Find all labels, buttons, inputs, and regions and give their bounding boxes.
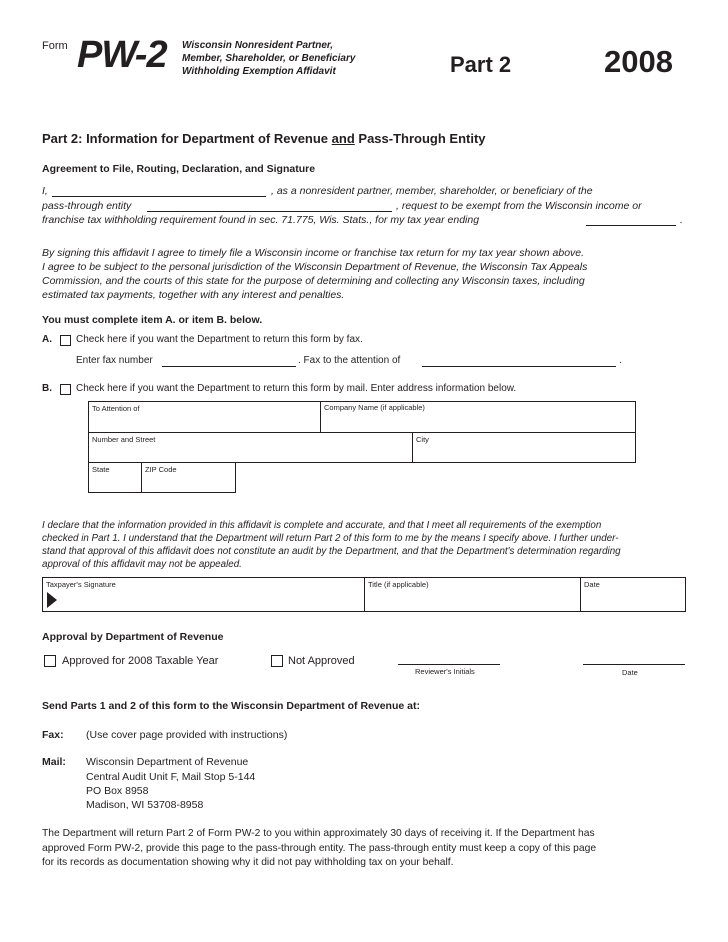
signature-date-field[interactable]	[580, 577, 686, 612]
signature-row	[42, 577, 686, 612]
signing-para-4: estimated tax payments, together with any interest and penalties.	[42, 289, 345, 301]
declaration-line-3: stand that approval of this affidavit does not constitute an audit by the Department, and that the Department's determination regarding	[42, 546, 621, 557]
closing-line-3: for its records as documentation showing why it did not pay withholding tax on your behalf.	[42, 857, 454, 868]
item-b-checkbox[interactable]	[60, 384, 71, 395]
item-b-label: B.	[42, 383, 52, 394]
not-approved-label: Not Approved	[288, 655, 355, 667]
agreement-line1-end: , as a nonresident partner, member, shareholder, or beneficiary of the	[271, 185, 593, 197]
part-label: Part 2	[450, 52, 512, 77]
declaration-line-4: approval of this affidavit may not be appealed.	[42, 559, 242, 570]
state-field[interactable]	[88, 462, 142, 493]
title-label: Title (if applicable)	[368, 580, 429, 589]
agreement-heading: Agreement to File, Routing, Declaration, and Signature	[42, 163, 316, 175]
to-attention-label: To Attention of	[92, 404, 140, 413]
send-fax-text: (Use cover page provided with instructions)	[86, 729, 288, 741]
street-field[interactable]	[88, 432, 413, 463]
signing-para-2: I agree to be subject to the personal jurisdiction of the Wisconsin Department of Revenue, the Wisconsin Tax Appeals	[42, 261, 588, 273]
taxpayer-signature-field[interactable]	[42, 577, 365, 612]
title-field[interactable]	[364, 577, 581, 612]
fax-number-label: Enter fax number	[76, 355, 153, 366]
city-label: City	[416, 435, 429, 444]
signature-date-label: Date	[584, 580, 600, 589]
not-approved-checkbox[interactable]	[271, 655, 283, 667]
reviewer-initials-field[interactable]	[398, 664, 500, 665]
mail-line-2: Central Audit Unit F, Mail Stop 5-144	[86, 771, 256, 783]
section-title-underlined: and	[331, 131, 355, 146]
declaration-line-2: checked in Part 1. I understand that the Department will return Part 2 of this form to me by the means I specify above. I further under-	[42, 533, 619, 544]
signature-arrow-icon	[47, 592, 57, 608]
name-field[interactable]	[52, 196, 266, 197]
form-title-line-2: Member, Shareholder, or Beneficiary	[182, 53, 356, 64]
declaration-line-1: I declare that the information provided in this affidavit is complete and accurate, and that I meet all requirements of the exemption	[42, 520, 602, 531]
send-mail-label: Mail:	[42, 756, 66, 768]
reviewer-initials-label: Reviewer's Initials	[415, 667, 475, 676]
zip-field[interactable]	[141, 462, 236, 493]
closing-line-1: The Department will return Part 2 of Form PW-2 to you within approximately 30 days of receiving it. If the Department has	[42, 828, 595, 839]
tax-year-ending-field[interactable]	[586, 225, 676, 226]
section-title-suffix: Pass-Through Entity	[354, 131, 486, 146]
company-name-field[interactable]	[320, 401, 636, 433]
approval-date-field[interactable]	[583, 664, 685, 665]
agreement-line3-period: .	[680, 214, 683, 226]
street-label: Number and Street	[92, 435, 156, 444]
items-heading: You must complete item A. or item B. below.	[42, 314, 263, 326]
send-fax-label: Fax:	[42, 729, 64, 741]
approval-heading: Approval by Department of Revenue	[42, 631, 224, 643]
agreement-line1-start: I,	[42, 185, 48, 197]
to-attention-field[interactable]	[88, 401, 321, 433]
item-a-checkbox[interactable]	[60, 335, 71, 346]
item-a-text: Check here if you want the Department to return this form by fax.	[76, 334, 363, 345]
form-number: PW-2	[77, 34, 167, 76]
agreement-line3: franchise tax withholding requirement found in sec. 71.775, Wis. Stats., for my tax year ending	[42, 214, 480, 226]
agreement-line2-end: , request to be exempt from the Wisconsin income or	[396, 200, 642, 212]
fax-period: .	[619, 355, 622, 366]
taxpayer-signature-label: Taxpayer's Signature	[46, 580, 116, 589]
section-title	[42, 131, 486, 146]
signing-para-1: By signing this affidavit I agree to timely file a Wisconsin income or franchise tax return for my tax year shown above.	[42, 247, 585, 259]
form-word: Form	[42, 40, 68, 52]
agreement-line2-start: pass-through entity	[42, 200, 132, 212]
fax-attention-label: . Fax to the attention of	[298, 355, 401, 366]
mail-line-4: Madison, WI 53708-8958	[86, 799, 204, 811]
entity-field[interactable]	[147, 211, 392, 212]
state-label: State	[92, 465, 110, 474]
closing-line-2: approved Form PW-2, provide this page to the pass-through entity. The pass-through entity must keep a copy of this page	[42, 843, 597, 854]
approval-date-label: Date	[622, 668, 638, 677]
send-heading: Send Parts 1 and 2 of this form to the Wisconsin Department of Revenue at:	[42, 700, 420, 712]
section-title-prefix: Part 2: Information for Department of Revenue	[42, 131, 332, 146]
form-year: 2008	[604, 44, 673, 79]
address-grid	[88, 401, 636, 492]
signing-para-3: Commission, and the courts of this state for the purpose of determining and collecting any Wisconsin taxes, including	[42, 275, 585, 287]
form-title-line-1: Wisconsin Nonresident Partner,	[182, 40, 334, 51]
mail-line-1: Wisconsin Department of Revenue	[86, 756, 249, 768]
zip-label: ZIP Code	[145, 465, 177, 474]
approved-checkbox[interactable]	[44, 655, 56, 667]
city-field[interactable]	[412, 432, 636, 463]
form-title-line-3: Withholding Exemption Affidavit	[182, 66, 336, 77]
company-name-label: Company Name (if applicable)	[324, 403, 425, 412]
item-a-label: A.	[42, 334, 52, 345]
fax-attention-field[interactable]	[422, 366, 616, 367]
mail-line-3: PO Box 8958	[86, 785, 149, 797]
fax-number-field[interactable]	[162, 366, 296, 367]
item-b-text: Check here if you want the Department to return this form by mail. Enter address information below.	[76, 383, 517, 394]
approved-label: Approved for 2008 Taxable Year	[62, 655, 219, 667]
